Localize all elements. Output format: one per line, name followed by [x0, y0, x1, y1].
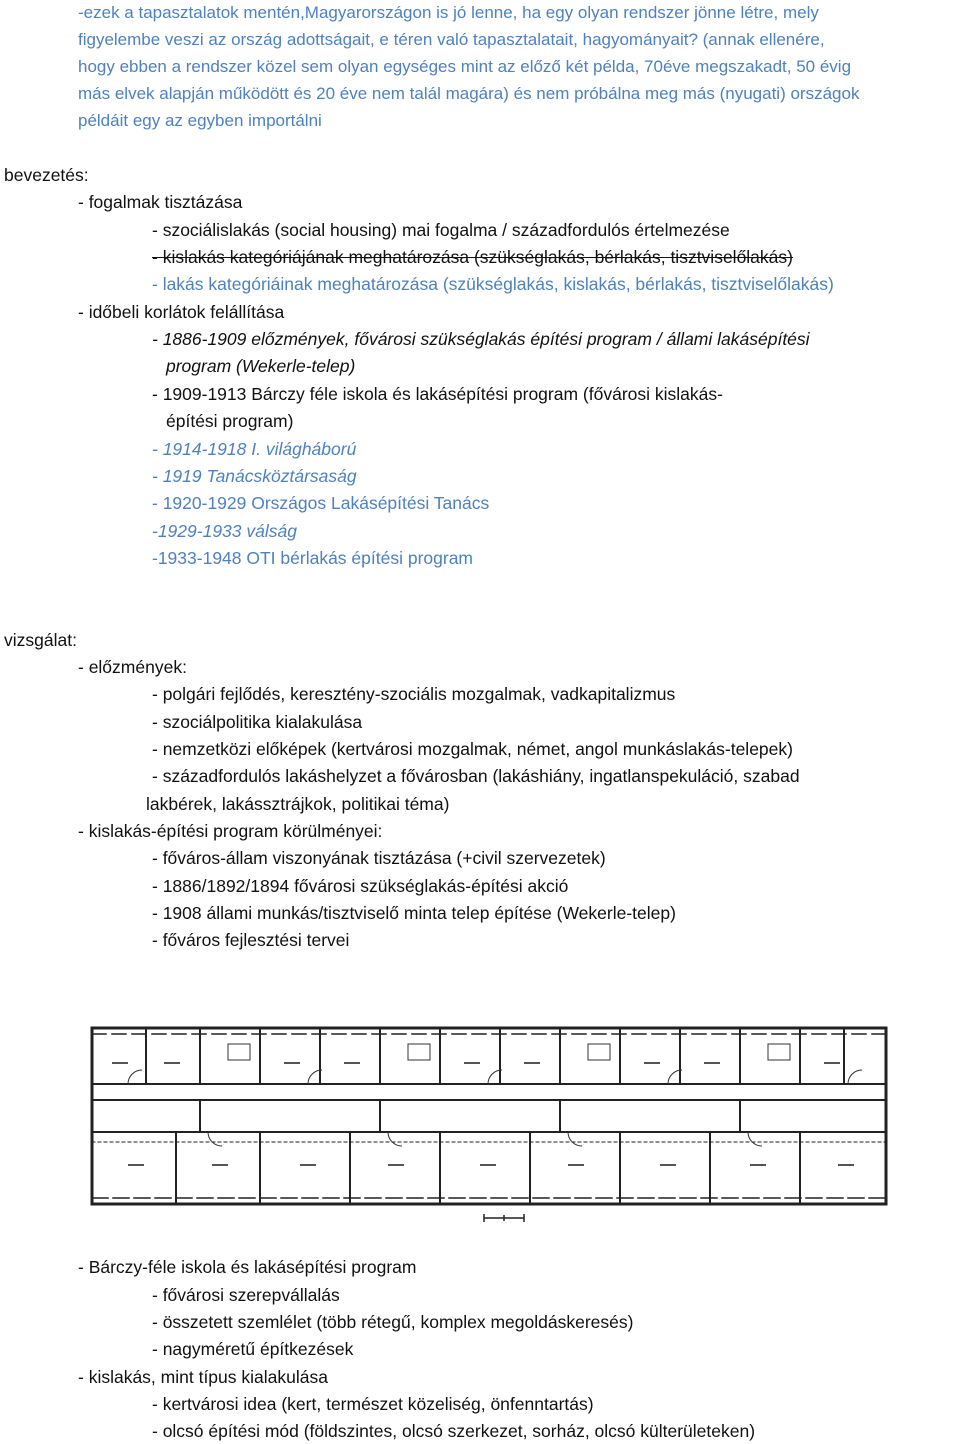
fogalmak-title: - fogalmak tisztázása: [78, 192, 243, 212]
kislakas-tipus-item: - olcsó építési mód (földszintes, olcsó szerkezet, sorház, olcsó külterületeken): [152, 1421, 756, 1441]
timeline-item-cont: építési program): [166, 411, 294, 431]
barczy-item: - fővárosi szerepvállalás: [152, 1285, 340, 1305]
korulmenyek-item: - 1908 állami munkás/tisztviselő minta telep építése (Wekerle-telep): [152, 903, 676, 923]
korulmenyek-item: - 1886/1892/1894 fővárosi szükséglakás-építési akció: [152, 876, 569, 896]
elozmenyek-title: - előzmények:: [78, 657, 187, 677]
fogalmak-item-revised: - lakás kategóriáinak meghatározása (szükséglakás, kislakás, bérlakás, tisztviselőlakás): [152, 274, 834, 294]
timeline-item: - 1914-1918 I. világháború: [152, 439, 357, 459]
timeline-item: - 1920-1929 Országos Lakásépítési Tanács: [152, 493, 490, 513]
intro-line-5: példáit egy az egyben importálni: [78, 111, 322, 130]
elozmenyek-item: - nemzetközi előképek (kertvárosi mozgalmak, német, angol munkáslakás-telepek): [152, 739, 793, 759]
kislakas-tipus-item: - kertvárosi idea (kert, természet közeliség, önfenntartás): [152, 1394, 594, 1414]
timeline-item: - 1886-1909 előzmények, fővárosi szükséglakás építési program / állami lakásépítési: [152, 329, 810, 349]
elozmenyek-item: - polgári fejlődés, keresztény-szociális mozgalmak, vadkapitalizmus: [152, 684, 676, 704]
barczy-item: - összetett szemlélet (több rétegű, komplex megoldáskeresés): [152, 1312, 634, 1332]
fogalmak-item-struck: - kislakás kategóriájának meghatározása (szükséglakás, bérlakás, tisztviselőlakás): [152, 247, 793, 267]
elozmenyek-item-cont: lakbérek, lakássztrájkok, politikai téma): [146, 794, 450, 814]
fogalmak-item: - szociálislakás (social housing) mai fogalma / századfordulós értelmezése: [152, 220, 730, 240]
korulmenyek-item: - főváros fejlesztési tervei: [152, 930, 350, 950]
section-heading-vizsgalat: vizsgálat:: [4, 630, 77, 650]
elozmenyek-item: - szociálpolitika kialakulása: [152, 712, 363, 732]
section-heading-bevezetes: bevezetés:: [4, 165, 89, 185]
intro-line-3: hogy ebben a rendszer közel sem olyan egységes mint az előző két példa, 70éve megszakadt, 50 évig: [78, 57, 852, 76]
barczy-item: - nagyméretű építkezések: [152, 1339, 354, 1359]
barczy-title: - Bárczy-féle iskola és lakásépítési program: [78, 1257, 417, 1277]
intro-line-2: figyelembe veszi az ország adottságait, e téren való tapasztalatait, hagyományait? (annak ellenére,: [78, 30, 825, 49]
floor-plan-drawing: [88, 1022, 904, 1228]
timeline-item: - 1909-1913 Bárczy féle iskola és lakásépítési program (fővárosi kislakás-: [152, 384, 723, 404]
intro-line-4: más elvek alapján működött és 20 éve nem talál magára) és nem próbálna meg más (nyugati) országok: [78, 84, 860, 103]
elozmenyek-item: - századfordulós lakáshelyzet a fővárosban (lakáshiány, ingatlanspekuláció, szabad: [152, 766, 800, 786]
timeline-item: - 1919 Tanácsköztársaság: [152, 466, 357, 486]
idobeli-title: - időbeli korlátok felállítása: [78, 302, 285, 322]
timeline-item-cont: program (Wekerle-telep): [166, 356, 356, 376]
timeline-item: -1933-1948 OTI bérlakás építési program: [152, 548, 473, 568]
korulmenyek-item: - főváros-állam viszonyának tisztázása (+civil szervezetek): [152, 848, 606, 868]
kislakas-tipus-title: - kislakás, mint típus kialakulása: [78, 1367, 328, 1387]
intro-line-1: -ezek a tapasztalatok mentén,Magyarországon is jó lenne, ha egy olyan rendszer jönne létre, mely: [78, 3, 819, 22]
timeline-item: -1929-1933 válság: [152, 521, 297, 541]
korulmenyek-title: - kislakás-építési program körülményei:: [78, 821, 383, 841]
